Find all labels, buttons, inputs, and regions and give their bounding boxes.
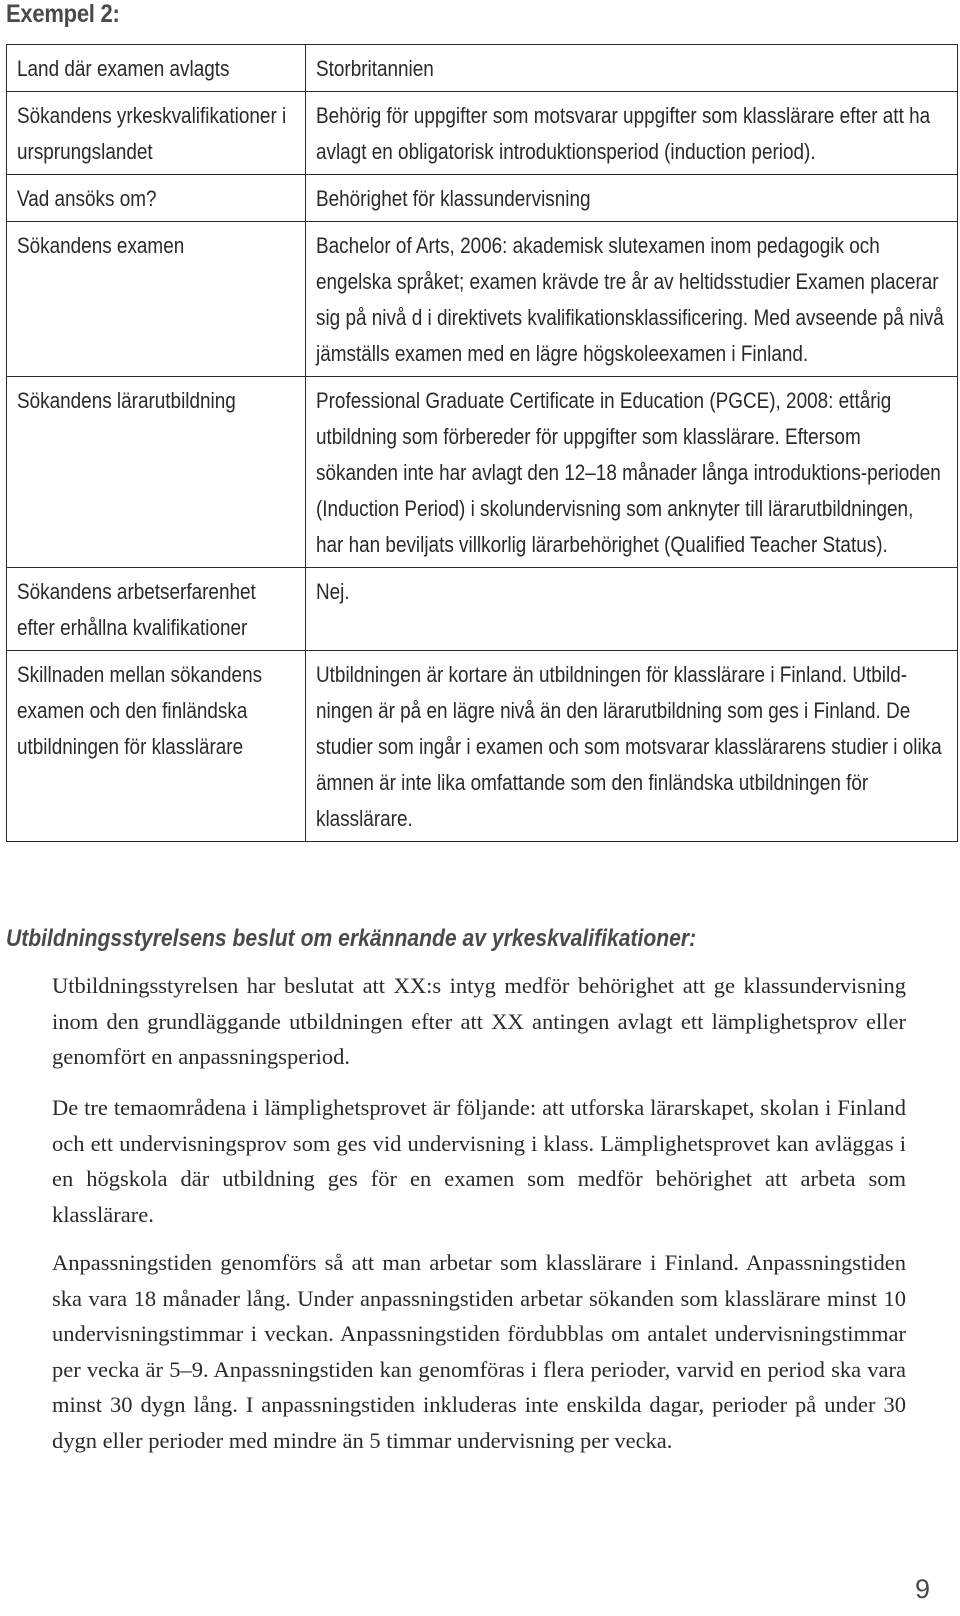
- table-row: [7, 45, 958, 92]
- row-label-qualifications: Sökandens yrkeskvalifikationer i ursprungslandet: [7, 92, 306, 175]
- table-row: [7, 568, 958, 651]
- row-label-teacher-training: Sökandens lärarutbildning: [7, 377, 306, 568]
- row-label-degree: Sökandens examen: [7, 222, 306, 377]
- row-value-work-experience: Nej.: [306, 568, 958, 651]
- decision-paragraph: Utbildningsstyrelsen har beslutat att XX:s intyg medför behörighet att ge klassundervisning inom den grundläggande utbildningen efter att XX antingen avlagt ett lämplighetsprov eller genomfört en anpassningsperiod.: [52, 973, 906, 1069]
- row-label-difference: Skillnaden mellan sökandens examen och den finländska utbildningen för klasslärare: [7, 651, 306, 842]
- table-row: [7, 175, 958, 222]
- row-value-application: Behörighet för klassundervisning: [306, 175, 958, 222]
- row-label-application: Vad ansöks om?: [7, 175, 306, 222]
- row-value-country: Storbritannien: [306, 45, 958, 92]
- table-row: [7, 651, 958, 842]
- row-label-work-experience: Sökandens arbetserfarenhet efter erhållna kvalifikationer: [7, 568, 306, 651]
- page-number: 9: [914, 1574, 930, 1604]
- aptitude-test-paragraph: De tre temaområdena i lämplighetsprovet är följande: att utforska lärarskapet, skolan i Finland och ett undervisningsprov som ges vid undervisning i klass. Lämplighetsprovet kan avläggas i en högskola där utbildning ges för en examen som medför behörighet att arbeta som klasslärare.: [52, 1095, 906, 1227]
- row-value-teacher-training: Professional Graduate Certificate in Education (PGCE), 2008: ettårig utbildning som förbereder för uppgifter som klasslärare. Eftersom sökanden inte har avlagt den 12–18 månader långa introduktions-perioden (Induction Period) i skolundervisning som anknyter till lärarutbildningen, har han beviljats villkorlig lärarbehörighet (Qualified Teacher Status).: [306, 377, 958, 568]
- adaptation-period-paragraph: Anpassningstiden genomförs så att man arbetar som klasslärare i Finland. Anpassningstiden ska vara 18 månader lång. Under anpassningstiden arbetar sökanden som klasslärare minst 10 undervisningstimmar i veckan. Anpassningstiden fördubblas om antalet undervisningstimmar per vecka är 5–9. Anpassningstiden kan genomföras i flera perioder, varvid en period ska vara minst 30 dygn lång. I anpassningstiden inkluderas inte enskilda dagar, perioder på under 30 dygn eller perioder med mindre än 5 timmar undervisning per vecka.: [52, 1250, 906, 1453]
- decision-section-title: Utbildningsstyrelsens beslut om erkännande av yrkeskvalifikationer:: [6, 925, 697, 952]
- table-row: [7, 92, 958, 175]
- example-heading: Exempel 2:: [6, 0, 120, 28]
- table-row: [7, 377, 958, 568]
- row-value-difference: Utbildningen är kortare än utbildningen för klasslärare i Finland. Utbild-ningen är på en lägre nivå än den lärarutbildning som ges i Finland. De studier som ingår i examen och som motsvarar klasslärarens studier i olika ämnen är inte lika omfattande som den finländska utbildningen för klasslärare.: [306, 651, 958, 842]
- row-value-degree: Bachelor of Arts, 2006: akademisk slutexamen inom pedagogik och engelska språket; examen krävde tre år av heltidsstudier Examen placerar sig på nivå d i direktivets kvalifikationsklassificering. Med avseende på nivå jämställs examen med en lägre högskoleexamen i Finland.: [306, 222, 958, 377]
- row-label-country: Land där examen avlagts: [7, 45, 306, 92]
- row-value-qualifications: Behörig för uppgifter som motsvarar uppgifter som klasslärare efter att ha avlagt en obligatorisk introduktionsperiod (induction period).: [306, 92, 958, 175]
- applicant-info-table: [6, 44, 958, 842]
- table-row: [7, 222, 958, 377]
